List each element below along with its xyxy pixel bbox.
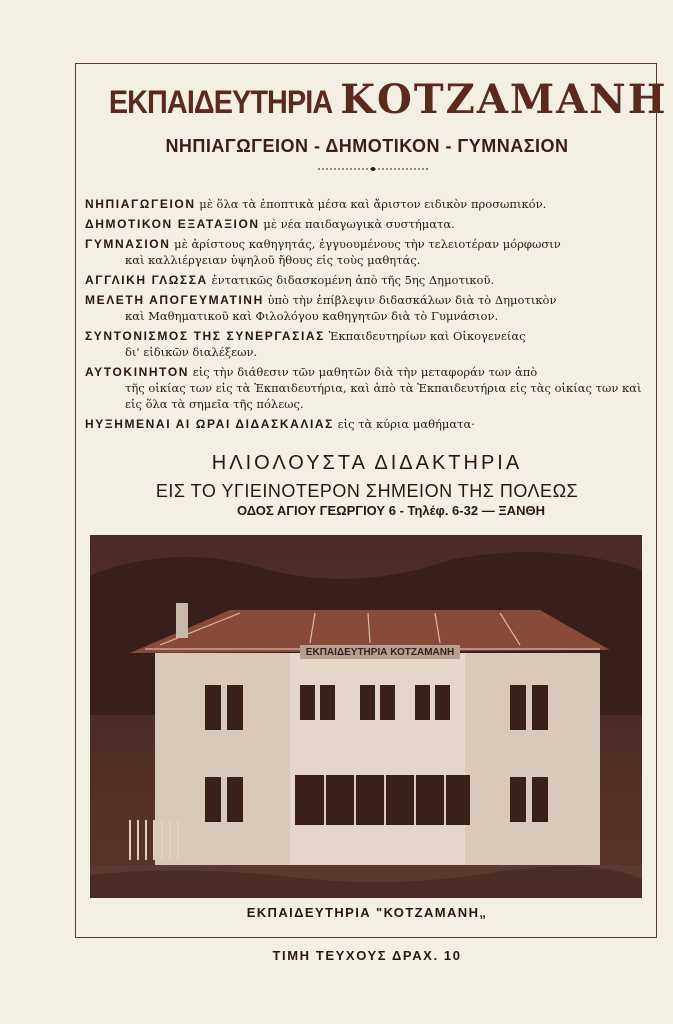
list-item	[85, 328, 655, 360]
list-item	[85, 216, 655, 232]
building-sign: ΕΚΠΑΙΔΕΥΤΗΡΙΑ ΚΟΤΖΑΜΑΝΗ	[305, 647, 455, 658]
list-item	[85, 196, 655, 212]
item-continuation: δι' εἰδικῶν διαλέξεων.	[125, 345, 258, 359]
item-key: ΣΥΝΤΟΝΙΣΜΟΣ ΤΗΣ ΣΥΝΕΡΓΑΣΙΑΣ	[85, 329, 325, 343]
feature-list	[85, 196, 655, 436]
item-key: ΑΥΤΟΚΙΝΗΤΟΝ	[85, 365, 190, 379]
address-line: ΟΔΟΣ ΑΓΙΟΥ ΓΕΩΡΓΙΟΥ 6 - Τηλέφ. 6-32 — ΞΑΝΘΗ	[237, 503, 545, 518]
list-item	[85, 292, 655, 324]
banner-subheading: ΕΙΣ ΤΟ ΥΓΙΕΙΝΟΤΕΡΟΝ ΣΗΜΕΙΟΝ ΤΗΣ ΠΟΛΕΩΣ	[155, 481, 579, 501]
item-text: εἰς τὰ κύρια μαθήματα·	[337, 417, 475, 431]
school-building-photo	[90, 535, 642, 898]
subtitle: ΝΗΠΙΑΓΩΓΕΙΟΝ - ΔΗΜΟΤΙΚΟΝ - ΓΥΜΝΑΣΙΟΝ	[165, 136, 569, 156]
list-item	[85, 272, 655, 288]
banner-heading: ΗΛΙΟΛΟΥΣΤΑ ΔΙΔΑΚΤΗΡΙΑ	[211, 452, 523, 474]
item-key: ΝΗΠΙΑΓΩΓΕΙΟΝ	[85, 197, 196, 211]
item-key: ΑΓΓΛΙΚΗ ΓΛΩΣΣΑ	[85, 273, 208, 287]
item-key: ΓΥΜΝΑΣΙΟΝ	[85, 237, 171, 251]
item-text: μὲ νέα παιδαγωγικὰ συστήματα.	[263, 217, 455, 231]
title-line-2: ΚΟΤΖΑΜΑΝΗ	[340, 76, 668, 123]
address-city: ΞΑΝΘΗ	[498, 503, 545, 518]
item-continuation: καὶ καλλιέργειαν ὑψηλοῦ ἤθους εἰς τοὺς μαθητάς.	[125, 253, 421, 267]
issue-price: ΤΙΜΗ ΤΕΥΧΟΥΣ ΔΡΑΧ. 10	[272, 948, 462, 963]
address-phone: Τηλέφ. 6-32	[407, 503, 479, 518]
item-text: μὲ ἀρίστους καθηγητάς, ἐγγυουμένους τὴν τελειοτέραν μόρφωσιν	[174, 237, 561, 251]
item-text: εἰς τὴν διάθεσιν τῶν μαθητῶν διὰ τὴν μεταφοράν των ἀπὸ	[192, 365, 538, 379]
list-item	[85, 364, 655, 412]
list-item	[85, 236, 655, 268]
item-text: Ἐκπαιδευτηρίων καὶ Οἰκογενείας	[328, 329, 526, 343]
item-key: ΔΗΜΟΤΙΚΟΝ ΕΞΑΤΑΞΙΟΝ	[85, 217, 260, 231]
page-title	[84, 76, 668, 123]
item-text: ὑπὸ τὴν ἐπίβλεψιν διδασκάλων διὰ τὸ Δημοτικὸν	[267, 293, 557, 307]
list-item	[85, 416, 655, 432]
item-continuation: καὶ Μαθηματικοῦ καὶ Φιλολόγου καθηγητῶν διὰ τὸ Γυμνάσιον.	[125, 309, 499, 323]
address-street: ΟΔΟΣ ΑΓΙΟΥ ΓΕΩΡΓΙΟΥ 6	[237, 503, 396, 518]
item-text: μὲ ὅλα τὰ ἐποπτικὰ μέσα καὶ ἄριστον ειδικὸν προσωπικόν.	[199, 197, 547, 211]
title-line-1: ΕΚΠΑΙΔΕΥΤΗΡΙΑ	[108, 84, 333, 120]
item-key: ΜΕΛΕΤΗ ΑΠΟΓΕΥΜΑΤΙΝΗ	[85, 293, 264, 307]
photo-caption: ΕΚΠΑΙΔΕΥΤΗΡΙΑ "ΚΟΤΖΑΜΑΝΗ„	[246, 905, 488, 920]
item-text: ἐντατικῶς διδασκομένη ἀπὸ τῆς 5ης Δημοτικοῦ.	[211, 273, 495, 287]
ornament-divider	[318, 166, 428, 172]
item-continuation: τῆς οἰκίας των εἰς τὰ Ἐκπαιδευτήρια, καὶ ἀπὸ τὰ Ἐκπαιδευτήρια εἰς τὰς οἰκίας των καὶ εἰς ὅλα τὰ σημεῖα τῆς πόλεως.	[125, 381, 642, 411]
item-key: ΗΥΞΗΜΕΝΑΙ ΑΙ ΩΡΑΙ ΔΙΔΑΣΚΑΛΙΑΣ	[85, 417, 334, 431]
